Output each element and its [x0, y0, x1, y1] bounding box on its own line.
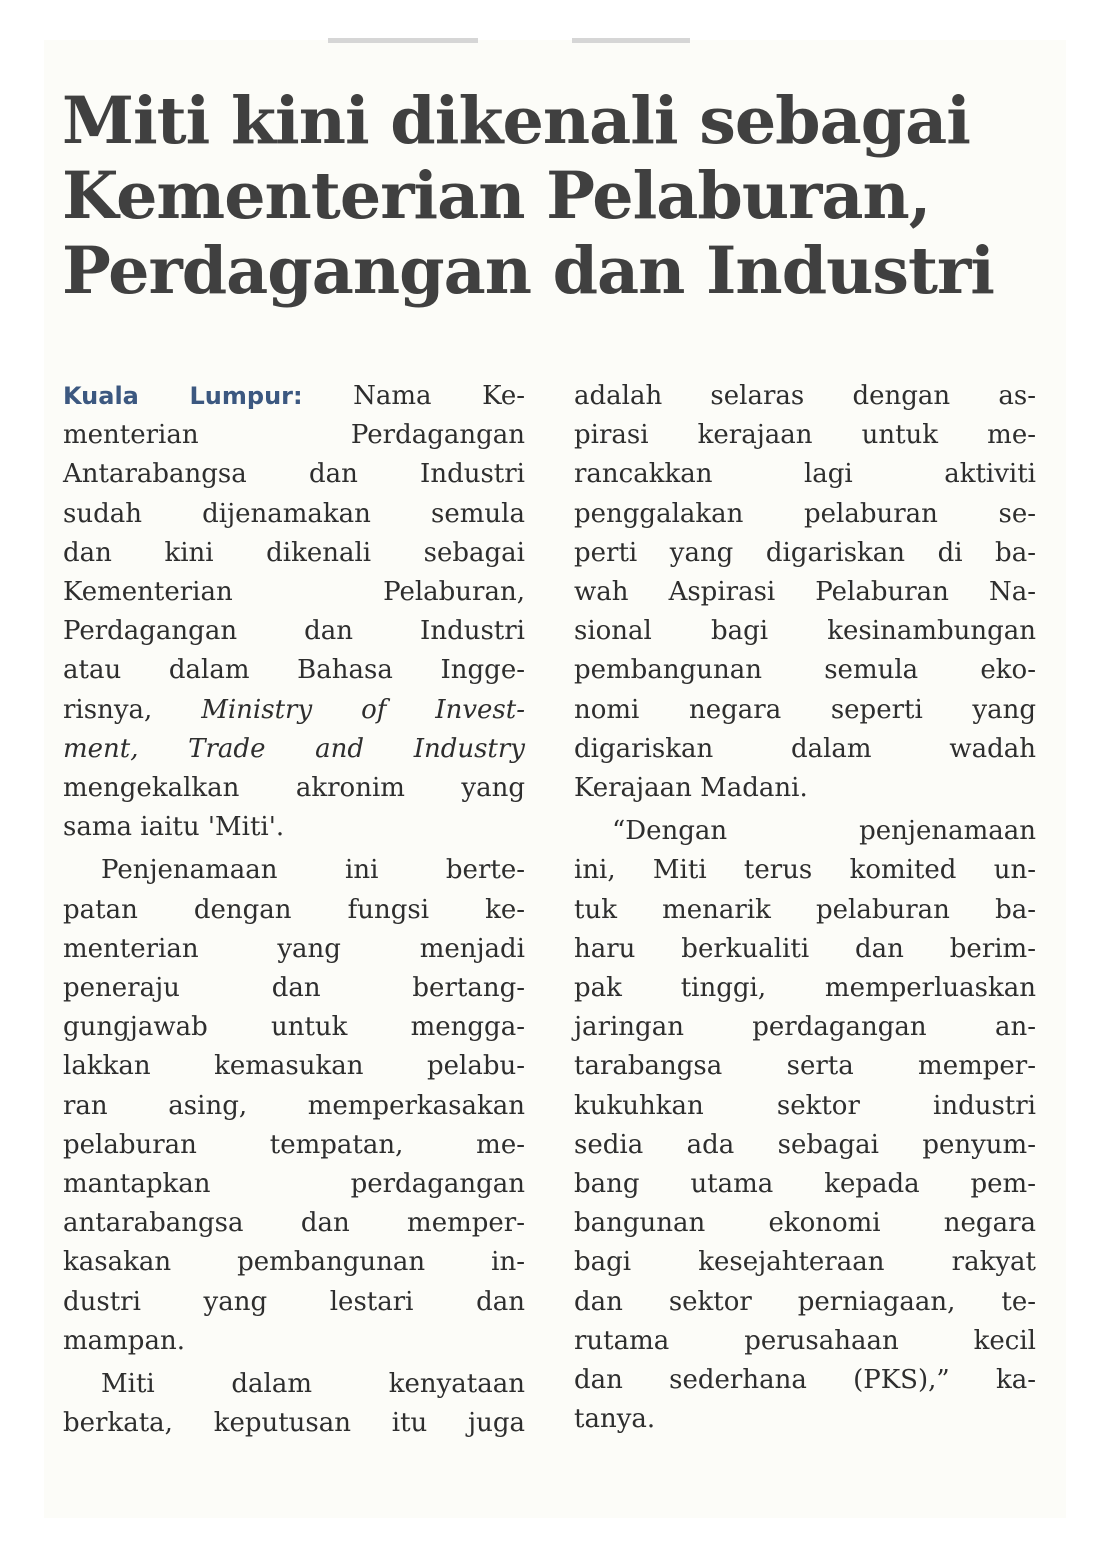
text-line: Miti dalam kenyataan: [101, 1369, 525, 1400]
paragraph-intro: [63, 377, 525, 847]
text-line: mampan.: [63, 1325, 185, 1356]
text-line: perti yang digariskan di ba-: [574, 537, 1036, 568]
italic-fragment: ment, Trade and Industry: [63, 733, 525, 764]
headline: [62, 84, 1042, 309]
text-line: pembangunan semula eko-: [574, 655, 1036, 686]
text-line: “Dengan penjenamaan: [612, 816, 1036, 847]
article-column-right: [574, 377, 1036, 1439]
text-line: Antarabangsa dan Industri: [63, 459, 525, 490]
top-rule-left: [328, 38, 478, 43]
text-line: ini, Miti terus komited un-: [574, 855, 1036, 886]
text-line: tanya.: [574, 1404, 656, 1435]
paragraph-quote: [574, 812, 1036, 1439]
text-line: pelaburan tempatan, me-: [63, 1129, 525, 1160]
text-line: sudah dijenamakan semula: [63, 498, 525, 529]
article-column-left: [63, 377, 525, 1443]
text-line: dan sektor perniagaan, te-: [574, 1286, 1036, 1317]
text-line: peneraju dan bertang-: [63, 973, 525, 1004]
text-line: pirasi kerajaan untuk me-: [574, 420, 1036, 451]
paragraph: [63, 851, 525, 1361]
text-line: tarabangsa serta memper-: [574, 1051, 1036, 1082]
text-line: haru berkualiti dan berim-: [574, 933, 1036, 964]
text-line: dustri yang lestari dan: [63, 1286, 525, 1317]
text-line: digariskan dalam wadah: [574, 733, 1036, 764]
text-line: menterian yang menjadi: [63, 933, 525, 964]
text-line: sama iaitu 'Miti'.: [63, 812, 285, 843]
text-line: Kerajaan Madani.: [574, 773, 808, 804]
text-line: dan sederhana (PKS),” ka-: [574, 1365, 1036, 1396]
text-line: berkata, keputusan itu juga: [63, 1408, 525, 1439]
text-line: bagi kesejahteraan rakyat: [574, 1247, 1036, 1278]
text-line: sedia ada sebagai penyum-: [574, 1129, 1036, 1160]
text-line: jaringan perdagangan an-: [574, 1012, 1036, 1043]
text-line: tuk menarik pelaburan ba-: [574, 894, 1036, 925]
text-line: adalah selaras dengan as-: [574, 381, 1036, 411]
text-line: antarabangsa dan memper-: [63, 1208, 525, 1239]
headline-line: Miti kini dikenali sebagai: [62, 83, 970, 159]
italic-fragment: Ministry of Invest-: [201, 694, 525, 725]
text-line: menterian Perdagangan: [63, 420, 525, 451]
text-line: [63, 691, 525, 730]
text-line: pak tinggi, memperluaskan: [574, 973, 1036, 1004]
text-fragment: Nama Ke-: [302, 381, 525, 411]
text-line: sional bagi kesinambungan: [574, 616, 1036, 647]
text-fragment: risnya,: [63, 694, 202, 725]
text-line: Perdagangan dan Industri: [63, 616, 525, 647]
text-line: kasakan pembangunan in-: [63, 1247, 525, 1278]
text-line: bangunan ekonomi negara: [574, 1208, 1036, 1239]
text-line: lakkan kemasukan pelabu-: [63, 1051, 525, 1082]
dateline: Kuala Lumpur:: [63, 382, 303, 410]
text-line: penggalakan pelaburan se-: [574, 498, 1036, 529]
text-line: rancakkan lagi aktiviti: [574, 459, 1036, 490]
text-line: mengekalkan akronim yang: [63, 773, 525, 804]
text-line: dan kini dikenali sebagai: [63, 537, 525, 568]
text-line: wah Aspirasi Pelaburan Na-: [574, 577, 1036, 608]
text-line: [63, 730, 525, 769]
top-rule-right: [572, 38, 690, 43]
headline-line: Perdagangan dan Industri: [62, 233, 994, 309]
text-line: mantapkan perdagangan: [63, 1169, 525, 1200]
text-line: bang utama kepada pem-: [574, 1169, 1036, 1200]
text-line: Penjenamaan ini berte-: [101, 855, 525, 886]
headline-line: Kementerian Pelaburan,: [62, 158, 931, 234]
text-line: [63, 377, 525, 416]
text-line: kukuhkan sektor industri: [574, 1090, 1036, 1121]
text-line: gungjawab untuk mengga-: [63, 1012, 525, 1043]
text-line: atau dalam Bahasa Ingge-: [63, 655, 525, 686]
paragraph-continued: [574, 377, 1036, 808]
text-line: Kementerian Pelaburan,: [63, 577, 525, 608]
paragraph: [63, 1365, 525, 1443]
text-line: nomi negara seperti yang: [574, 694, 1036, 725]
text-line: rutama perusahaan kecil: [574, 1325, 1036, 1356]
text-line: ran asing, memperkasakan: [63, 1090, 525, 1121]
text-line: patan dengan fungsi ke-: [63, 894, 525, 925]
